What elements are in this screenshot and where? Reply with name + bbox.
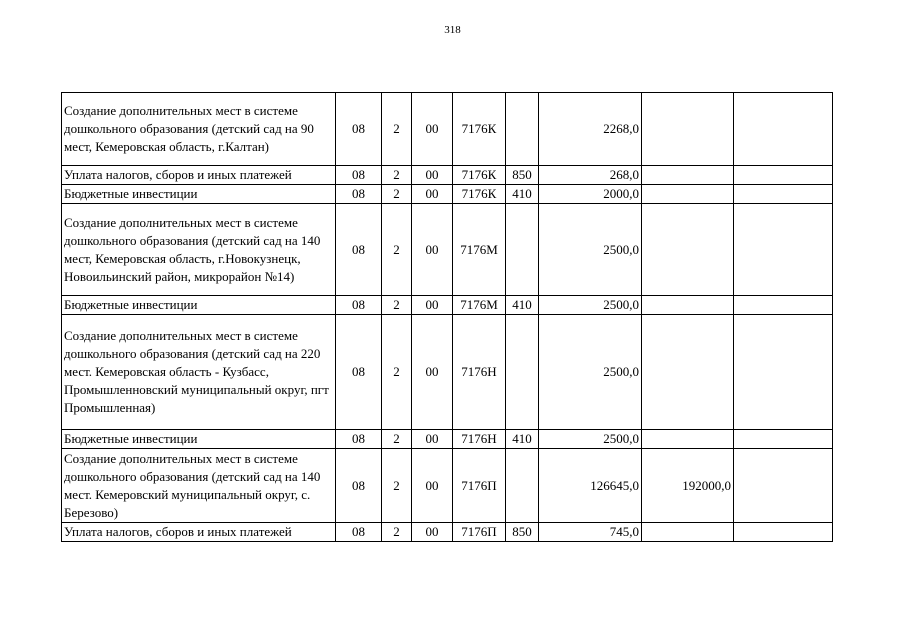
row-sum-3: [734, 296, 833, 315]
row-subsection: 2: [382, 315, 412, 430]
row-sum-1: 2500,0: [539, 204, 642, 296]
row-target-code: 7176Н: [453, 430, 506, 449]
row-sum-1: 2500,0: [539, 430, 642, 449]
row-sum-1: 2500,0: [539, 296, 642, 315]
row-sum-1: 745,0: [539, 523, 642, 542]
row-name: Бюджетные инвестиции: [62, 430, 336, 449]
row-subsection: 2: [382, 93, 412, 166]
table-row: [62, 523, 833, 542]
row-program-code: 00: [412, 296, 453, 315]
row-name: Создание дополнительных мест в системе дошкольного образования (детский сад на 140 мест, Кемеровская область, г.Новокузнецк, Новоильинский район, микрорайон №14): [62, 204, 336, 296]
row-expense-type: 410: [506, 296, 539, 315]
row-sum-3: [734, 523, 833, 542]
row-subsection: 2: [382, 430, 412, 449]
row-sum-2: [642, 204, 734, 296]
row-program-code: 00: [412, 523, 453, 542]
row-section: 08: [336, 93, 382, 166]
row-name: Создание дополнительных мест в системе дошкольного образования (детский сад на 140 мест. Кемеровский муниципальный округ, с. Березово): [62, 449, 336, 523]
row-target-code: 7176П: [453, 523, 506, 542]
row-expense-type: 410: [506, 430, 539, 449]
row-sum-1: 268,0: [539, 166, 642, 185]
row-sum-3: [734, 430, 833, 449]
row-target-code: 7176М: [453, 296, 506, 315]
row-section: 08: [336, 430, 382, 449]
row-program-code: 00: [412, 315, 453, 430]
row-program-code: 00: [412, 430, 453, 449]
row-program-code: 00: [412, 93, 453, 166]
row-expense-type: 410: [506, 185, 539, 204]
table-row: [62, 93, 833, 166]
row-subsection: 2: [382, 185, 412, 204]
row-sum-2: [642, 166, 734, 185]
row-sum-3: [734, 185, 833, 204]
table-row: [62, 430, 833, 449]
budget-table: [61, 92, 833, 542]
table-row: [62, 296, 833, 315]
row-name: Уплата налогов, сборов и иных платежей: [62, 523, 336, 542]
row-section: 08: [336, 185, 382, 204]
row-sum-2: [642, 93, 734, 166]
row-target-code: 7176Н: [453, 315, 506, 430]
row-section: 08: [336, 204, 382, 296]
row-expense-type: [506, 204, 539, 296]
row-program-code: 00: [412, 204, 453, 296]
row-sum-2: [642, 430, 734, 449]
table-row: [62, 166, 833, 185]
row-expense-type: 850: [506, 523, 539, 542]
row-program-code: 00: [412, 166, 453, 185]
row-name: Уплата налогов, сборов и иных платежей: [62, 166, 336, 185]
row-name: Бюджетные инвестиции: [62, 296, 336, 315]
row-sum-3: [734, 166, 833, 185]
row-subsection: 2: [382, 166, 412, 185]
row-sum-3: [734, 449, 833, 523]
row-sum-2: [642, 296, 734, 315]
table-row: [62, 449, 833, 523]
row-section: 08: [336, 315, 382, 430]
row-program-code: 00: [412, 449, 453, 523]
row-subsection: 2: [382, 296, 412, 315]
row-target-code: 7176К: [453, 166, 506, 185]
row-sum-2: [642, 315, 734, 430]
row-target-code: 7176М: [453, 204, 506, 296]
row-sum-1: 2500,0: [539, 315, 642, 430]
row-sum-1: 2000,0: [539, 185, 642, 204]
row-expense-type: [506, 449, 539, 523]
row-section: 08: [336, 296, 382, 315]
row-program-code: 00: [412, 185, 453, 204]
page-number: 318: [444, 24, 461, 36]
budget-table-body: [62, 93, 833, 542]
row-subsection: 2: [382, 204, 412, 296]
row-sum-1: 2268,0: [539, 93, 642, 166]
row-name: Создание дополнительных мест в системе дошкольного образования (детский сад на 90 мест, Кемеровская область, г.Калтан): [62, 93, 336, 166]
row-expense-type: 850: [506, 166, 539, 185]
row-sum-3: [734, 315, 833, 430]
row-sum-2: [642, 185, 734, 204]
row-section: 08: [336, 166, 382, 185]
table-row: [62, 204, 833, 296]
row-sum-3: [734, 204, 833, 296]
row-name: Бюджетные инвестиции: [62, 185, 336, 204]
row-sum-2: [642, 523, 734, 542]
row-section: 08: [336, 449, 382, 523]
table-row: [62, 315, 833, 430]
table-row: [62, 185, 833, 204]
row-sum-1: 126645,0: [539, 449, 642, 523]
row-expense-type: [506, 315, 539, 430]
row-subsection: 2: [382, 449, 412, 523]
row-sum-2: 192000,0: [642, 449, 734, 523]
row-target-code: 7176П: [453, 449, 506, 523]
row-subsection: 2: [382, 523, 412, 542]
row-sum-3: [734, 93, 833, 166]
row-section: 08: [336, 523, 382, 542]
row-expense-type: [506, 93, 539, 166]
row-name: Создание дополнительных мест в системе дошкольного образования (детский сад на 220 мест. Кемеровская область - Кузбасс, Промышленновский муниципальный округ, пгт Промышленная): [62, 315, 336, 430]
row-target-code: 7176К: [453, 185, 506, 204]
row-target-code: 7176К: [453, 93, 506, 166]
